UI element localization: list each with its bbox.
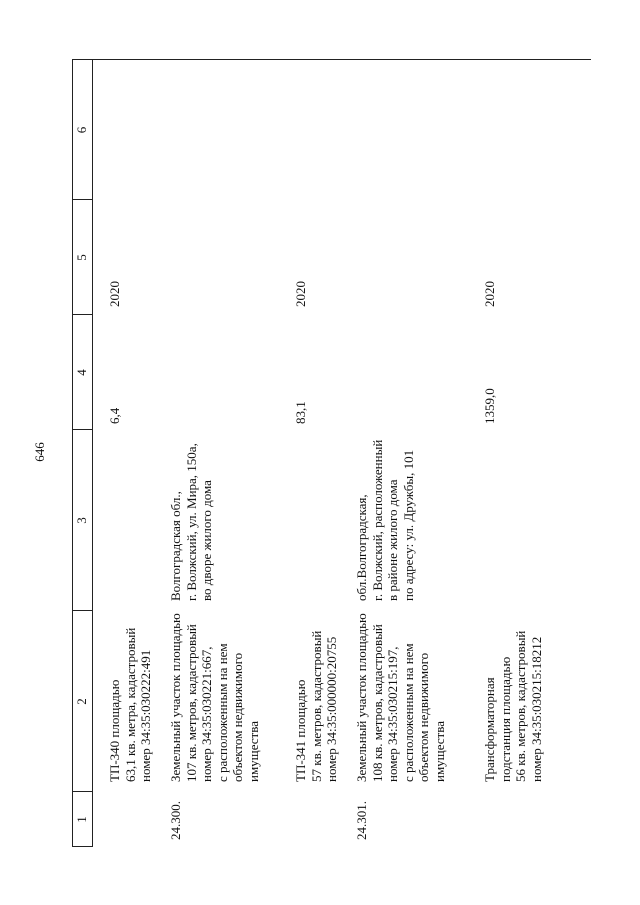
year-value: 2020 <box>107 281 122 307</box>
col-divider <box>72 59 591 60</box>
column-header: 3 <box>74 517 89 524</box>
year-value: 2020 <box>293 281 308 307</box>
object-description: ТП-341 площадью 57 кв. метров, кадастровый номер 34:35:000000:20755 <box>293 630 339 782</box>
object-description: ТП-340 площадью 63,1 кв. метра, кадастровый номер 34:35:030222:491 <box>107 627 153 782</box>
area-value: 83,1 <box>293 401 308 424</box>
area-value: 6,4 <box>107 407 122 424</box>
object-description: Земельный участок площадью 108 кв. метров, кадастровый номер 34:35:030215:197, с расположенным на нем объектом недвижимого имущества <box>354 613 447 782</box>
column-header: 1 <box>74 816 89 823</box>
area-value: 1359,0 <box>482 388 497 424</box>
row-number: 24.300. <box>168 801 183 840</box>
object-address: Волгоградская обл., г. Волжский, ул. Мира, 150а, во дворе жилого дома <box>168 443 214 601</box>
rotated-table <box>72 60 591 847</box>
column-header: 5 <box>74 254 89 261</box>
object-address: обл.Волгоградская, г. Волжский, расположенный в районе жилого дома по адресу: ул. Дружбы, 101 <box>354 439 416 601</box>
object-description: Земельный участок площадью 107 кв. метров, кадастровый номер 34:35:030221:667, с расположенным на нем объектом недвижимого имущества <box>168 613 261 782</box>
object-description: Трансформаторная подстанция площадью 56 кв. метров, кадастровый номер 34:35:030215:18212 <box>482 630 544 782</box>
page-number: 646 <box>32 442 47 462</box>
column-header: 4 <box>74 369 89 376</box>
header-bottom-border <box>92 60 93 847</box>
row-number: 24.301. <box>354 801 369 840</box>
column-header: 2 <box>74 698 89 705</box>
year-value: 2020 <box>482 281 497 307</box>
column-header: 6 <box>74 126 89 134</box>
